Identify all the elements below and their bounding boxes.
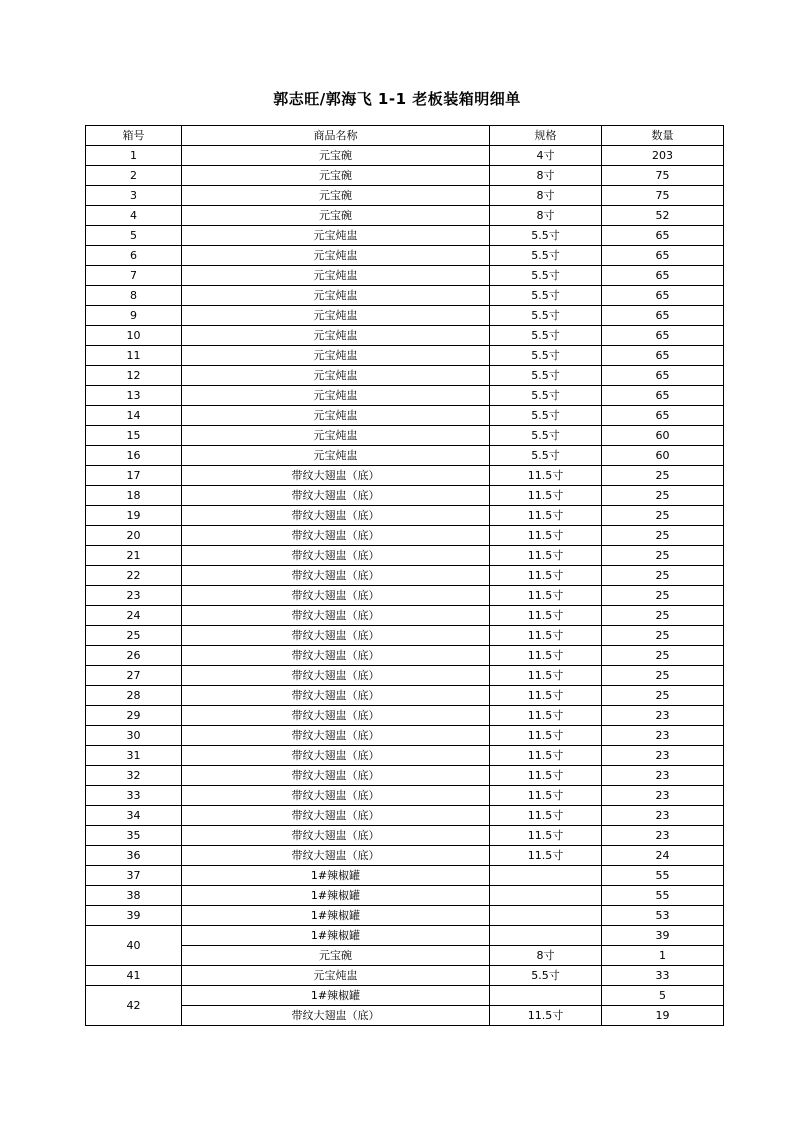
spec-cell bbox=[490, 886, 602, 906]
box-number-cell: 3 bbox=[86, 186, 182, 206]
quantity-cell: 25 bbox=[602, 666, 724, 686]
spec-cell: 11.5寸 bbox=[490, 506, 602, 526]
product-name-cell: 带纹大翅盅（底） bbox=[182, 486, 490, 506]
quantity-cell: 23 bbox=[602, 706, 724, 726]
product-name-cell: 带纹大翅盅（底） bbox=[182, 526, 490, 546]
table-row bbox=[86, 326, 724, 346]
product-name-cell: 1#辣椒罐 bbox=[182, 886, 490, 906]
table-row bbox=[86, 186, 724, 206]
quantity-cell: 65 bbox=[602, 326, 724, 346]
quantity-cell: 23 bbox=[602, 746, 724, 766]
table-row bbox=[86, 346, 724, 366]
product-name-cell: 带纹大翅盅（底） bbox=[182, 606, 490, 626]
box-number-cell: 37 bbox=[86, 866, 182, 886]
quantity-cell: 1 bbox=[602, 946, 724, 966]
spec-cell: 11.5寸 bbox=[490, 546, 602, 566]
spec-cell: 11.5寸 bbox=[490, 526, 602, 546]
quantity-cell: 19 bbox=[602, 1006, 724, 1026]
document-title: 郭志旺/郭海飞 1-1 老板装箱明细单 bbox=[273, 90, 521, 108]
spec-cell: 5.5寸 bbox=[490, 406, 602, 426]
table-row bbox=[86, 746, 724, 766]
spec-cell: 11.5寸 bbox=[490, 766, 602, 786]
product-name-cell: 元宝碗 bbox=[182, 166, 490, 186]
spec-cell: 11.5寸 bbox=[490, 466, 602, 486]
box-number-cell: 7 bbox=[86, 266, 182, 286]
quantity-cell: 25 bbox=[602, 486, 724, 506]
box-number-cell: 38 bbox=[86, 886, 182, 906]
product-name-cell: 带纹大翅盅（底） bbox=[182, 766, 490, 786]
table-row bbox=[86, 806, 724, 826]
box-number-cell: 31 bbox=[86, 746, 182, 766]
product-name-cell: 元宝碗 bbox=[182, 146, 490, 166]
quantity-cell: 52 bbox=[602, 206, 724, 226]
table-row bbox=[86, 226, 724, 246]
product-name-cell: 带纹大翅盅（底） bbox=[182, 626, 490, 646]
quantity-cell: 25 bbox=[602, 506, 724, 526]
spec-cell: 5.5寸 bbox=[490, 286, 602, 306]
table-header-row bbox=[86, 126, 724, 146]
table-row bbox=[86, 946, 724, 966]
spec-cell: 8寸 bbox=[490, 206, 602, 226]
quantity-cell: 55 bbox=[602, 866, 724, 886]
table-row bbox=[86, 626, 724, 646]
header-product-name: 商品名称 bbox=[182, 126, 490, 146]
product-name-cell: 元宝碗 bbox=[182, 946, 490, 966]
table-row bbox=[86, 386, 724, 406]
product-name-cell: 带纹大翅盅（底） bbox=[182, 646, 490, 666]
table-row bbox=[86, 166, 724, 186]
box-number-cell: 42 bbox=[86, 986, 182, 1026]
spec-cell: 11.5寸 bbox=[490, 806, 602, 826]
box-number-cell: 32 bbox=[86, 766, 182, 786]
quantity-cell: 25 bbox=[602, 466, 724, 486]
spec-cell: 11.5寸 bbox=[490, 686, 602, 706]
table-row bbox=[86, 906, 724, 926]
box-number-cell: 29 bbox=[86, 706, 182, 726]
box-number-cell: 36 bbox=[86, 846, 182, 866]
product-name-cell: 元宝炖盅 bbox=[182, 226, 490, 246]
box-number-cell: 16 bbox=[86, 446, 182, 466]
box-number-cell: 30 bbox=[86, 726, 182, 746]
product-name-cell: 元宝炖盅 bbox=[182, 266, 490, 286]
product-name-cell: 带纹大翅盅（底） bbox=[182, 786, 490, 806]
quantity-cell: 203 bbox=[602, 146, 724, 166]
spec-cell: 11.5寸 bbox=[490, 846, 602, 866]
table-row bbox=[86, 586, 724, 606]
table-row bbox=[86, 846, 724, 866]
quantity-cell: 23 bbox=[602, 786, 724, 806]
quantity-cell: 65 bbox=[602, 226, 724, 246]
spec-cell: 11.5寸 bbox=[490, 746, 602, 766]
product-name-cell: 元宝炖盅 bbox=[182, 286, 490, 306]
quantity-cell: 65 bbox=[602, 286, 724, 306]
table-row bbox=[86, 306, 724, 326]
spec-cell: 8寸 bbox=[490, 166, 602, 186]
table-row bbox=[86, 526, 724, 546]
quantity-cell: 23 bbox=[602, 806, 724, 826]
table-row bbox=[86, 766, 724, 786]
table-row bbox=[86, 646, 724, 666]
product-name-cell: 元宝炖盅 bbox=[182, 346, 490, 366]
table-row bbox=[86, 786, 724, 806]
spec-cell: 11.5寸 bbox=[490, 726, 602, 746]
product-name-cell: 带纹大翅盅（底） bbox=[182, 666, 490, 686]
product-name-cell: 带纹大翅盅（底） bbox=[182, 806, 490, 826]
box-number-cell: 14 bbox=[86, 406, 182, 426]
table-row bbox=[86, 666, 724, 686]
spec-cell: 5.5寸 bbox=[490, 226, 602, 246]
quantity-cell: 65 bbox=[602, 306, 724, 326]
quantity-cell: 65 bbox=[602, 346, 724, 366]
spec-cell: 11.5寸 bbox=[490, 1006, 602, 1026]
product-name-cell: 带纹大翅盅（底） bbox=[182, 546, 490, 566]
spec-cell: 11.5寸 bbox=[490, 666, 602, 686]
quantity-cell: 53 bbox=[602, 906, 724, 926]
product-name-cell: 元宝炖盅 bbox=[182, 326, 490, 346]
spec-cell: 8寸 bbox=[490, 946, 602, 966]
spec-cell: 11.5寸 bbox=[490, 566, 602, 586]
table-row bbox=[86, 606, 724, 626]
product-name-cell: 元宝炖盅 bbox=[182, 366, 490, 386]
spec-cell: 4寸 bbox=[490, 146, 602, 166]
table-row bbox=[86, 706, 724, 726]
box-number-cell: 26 bbox=[86, 646, 182, 666]
spec-cell bbox=[490, 906, 602, 926]
product-name-cell: 1#辣椒罐 bbox=[182, 926, 490, 946]
quantity-cell: 25 bbox=[602, 586, 724, 606]
product-name-cell: 带纹大翅盅（底） bbox=[182, 826, 490, 846]
table-row bbox=[86, 566, 724, 586]
product-name-cell: 带纹大翅盅（底） bbox=[182, 466, 490, 486]
product-name-cell: 元宝炖盅 bbox=[182, 446, 490, 466]
spec-cell: 5.5寸 bbox=[490, 306, 602, 326]
product-name-cell: 带纹大翅盅（底） bbox=[182, 746, 490, 766]
spec-cell: 11.5寸 bbox=[490, 486, 602, 506]
box-number-cell: 20 bbox=[86, 526, 182, 546]
quantity-cell: 65 bbox=[602, 386, 724, 406]
product-name-cell: 元宝炖盅 bbox=[182, 386, 490, 406]
spec-cell: 5.5寸 bbox=[490, 346, 602, 366]
quantity-cell: 25 bbox=[602, 686, 724, 706]
box-number-cell: 12 bbox=[86, 366, 182, 386]
spec-cell: 5.5寸 bbox=[490, 246, 602, 266]
quantity-cell: 23 bbox=[602, 826, 724, 846]
product-name-cell: 1#辣椒罐 bbox=[182, 906, 490, 926]
quantity-cell: 65 bbox=[602, 266, 724, 286]
product-name-cell: 元宝炖盅 bbox=[182, 406, 490, 426]
product-name-cell: 元宝炖盅 bbox=[182, 966, 490, 986]
quantity-cell: 25 bbox=[602, 526, 724, 546]
quantity-cell: 23 bbox=[602, 726, 724, 746]
spec-cell: 11.5寸 bbox=[490, 606, 602, 626]
spec-cell bbox=[490, 986, 602, 1006]
product-name-cell: 带纹大翅盅（底） bbox=[182, 566, 490, 586]
table-row bbox=[86, 206, 724, 226]
box-number-cell: 33 bbox=[86, 786, 182, 806]
quantity-cell: 75 bbox=[602, 166, 724, 186]
box-number-cell: 24 bbox=[86, 606, 182, 626]
box-number-cell: 21 bbox=[86, 546, 182, 566]
spec-cell: 11.5寸 bbox=[490, 826, 602, 846]
table-row bbox=[86, 886, 724, 906]
table-row bbox=[86, 506, 724, 526]
box-number-cell: 41 bbox=[86, 966, 182, 986]
product-name-cell: 带纹大翅盅（底） bbox=[182, 846, 490, 866]
spec-cell: 11.5寸 bbox=[490, 586, 602, 606]
quantity-cell: 23 bbox=[602, 766, 724, 786]
spec-cell: 5.5寸 bbox=[490, 446, 602, 466]
box-number-cell: 23 bbox=[86, 586, 182, 606]
quantity-cell: 60 bbox=[602, 426, 724, 446]
product-name-cell: 1#辣椒罐 bbox=[182, 986, 490, 1006]
box-number-cell: 13 bbox=[86, 386, 182, 406]
box-number-cell: 35 bbox=[86, 826, 182, 846]
box-number-cell: 15 bbox=[86, 426, 182, 446]
quantity-cell: 75 bbox=[602, 186, 724, 206]
spec-cell bbox=[490, 926, 602, 946]
quantity-cell: 65 bbox=[602, 366, 724, 386]
table-row bbox=[86, 406, 724, 426]
table-row bbox=[86, 686, 724, 706]
table-row bbox=[86, 266, 724, 286]
quantity-cell: 60 bbox=[602, 446, 724, 466]
table-row bbox=[86, 986, 724, 1006]
product-name-cell: 带纹大翅盅（底） bbox=[182, 726, 490, 746]
quantity-cell: 25 bbox=[602, 606, 724, 626]
box-number-cell: 27 bbox=[86, 666, 182, 686]
product-name-cell: 元宝炖盅 bbox=[182, 426, 490, 446]
table-row bbox=[86, 366, 724, 386]
product-name-cell: 1#辣椒罐 bbox=[182, 866, 490, 886]
table-row bbox=[86, 1006, 724, 1026]
box-number-cell: 8 bbox=[86, 286, 182, 306]
quantity-cell: 24 bbox=[602, 846, 724, 866]
table-row bbox=[86, 446, 724, 466]
table-row bbox=[86, 726, 724, 746]
table-row bbox=[86, 966, 724, 986]
box-number-cell: 19 bbox=[86, 506, 182, 526]
table-row bbox=[86, 826, 724, 846]
quantity-cell: 39 bbox=[602, 926, 724, 946]
spec-cell: 5.5寸 bbox=[490, 966, 602, 986]
header-quantity: 数量 bbox=[602, 126, 724, 146]
product-name-cell: 带纹大翅盅（底） bbox=[182, 506, 490, 526]
box-number-cell: 39 bbox=[86, 906, 182, 926]
box-number-cell: 4 bbox=[86, 206, 182, 226]
table-row bbox=[86, 466, 724, 486]
packing-list-table bbox=[85, 125, 724, 1026]
product-name-cell: 元宝碗 bbox=[182, 206, 490, 226]
product-name-cell: 带纹大翅盅（底） bbox=[182, 706, 490, 726]
quantity-cell: 25 bbox=[602, 546, 724, 566]
table-row bbox=[86, 866, 724, 886]
product-name-cell: 带纹大翅盅（底） bbox=[182, 686, 490, 706]
box-number-cell: 18 bbox=[86, 486, 182, 506]
quantity-cell: 33 bbox=[602, 966, 724, 986]
product-name-cell: 元宝炖盅 bbox=[182, 246, 490, 266]
box-number-cell: 1 bbox=[86, 146, 182, 166]
spec-cell: 5.5寸 bbox=[490, 326, 602, 346]
spec-cell: 5.5寸 bbox=[490, 426, 602, 446]
quantity-cell: 25 bbox=[602, 646, 724, 666]
quantity-cell: 25 bbox=[602, 566, 724, 586]
box-number-cell: 17 bbox=[86, 466, 182, 486]
spec-cell: 8寸 bbox=[490, 186, 602, 206]
spec-cell: 5.5寸 bbox=[490, 366, 602, 386]
table-row bbox=[86, 146, 724, 166]
quantity-cell: 55 bbox=[602, 886, 724, 906]
table-row bbox=[86, 926, 724, 946]
box-number-cell: 2 bbox=[86, 166, 182, 186]
product-name-cell: 带纹大翅盅（底） bbox=[182, 1006, 490, 1026]
header-spec: 规格 bbox=[490, 126, 602, 146]
spec-cell: 11.5寸 bbox=[490, 626, 602, 646]
box-number-cell: 22 bbox=[86, 566, 182, 586]
spec-cell: 5.5寸 bbox=[490, 266, 602, 286]
spec-cell: 5.5寸 bbox=[490, 386, 602, 406]
box-number-cell: 5 bbox=[86, 226, 182, 246]
header-box-number: 箱号 bbox=[86, 126, 182, 146]
box-number-cell: 40 bbox=[86, 926, 182, 966]
table-body bbox=[86, 146, 724, 1026]
table-row bbox=[86, 486, 724, 506]
table-row bbox=[86, 286, 724, 306]
box-number-cell: 25 bbox=[86, 626, 182, 646]
spec-cell bbox=[490, 866, 602, 886]
spec-cell: 11.5寸 bbox=[490, 706, 602, 726]
box-number-cell: 9 bbox=[86, 306, 182, 326]
box-number-cell: 10 bbox=[86, 326, 182, 346]
box-number-cell: 28 bbox=[86, 686, 182, 706]
box-number-cell: 34 bbox=[86, 806, 182, 826]
quantity-cell: 25 bbox=[602, 626, 724, 646]
table-row bbox=[86, 546, 724, 566]
table-row bbox=[86, 426, 724, 446]
spec-cell: 11.5寸 bbox=[490, 646, 602, 666]
quantity-cell: 5 bbox=[602, 986, 724, 1006]
product-name-cell: 元宝炖盅 bbox=[182, 306, 490, 326]
quantity-cell: 65 bbox=[602, 246, 724, 266]
spec-cell: 11.5寸 bbox=[490, 786, 602, 806]
box-number-cell: 6 bbox=[86, 246, 182, 266]
table-row bbox=[86, 246, 724, 266]
product-name-cell: 带纹大翅盅（底） bbox=[182, 586, 490, 606]
product-name-cell: 元宝碗 bbox=[182, 186, 490, 206]
quantity-cell: 65 bbox=[602, 406, 724, 426]
box-number-cell: 11 bbox=[86, 346, 182, 366]
